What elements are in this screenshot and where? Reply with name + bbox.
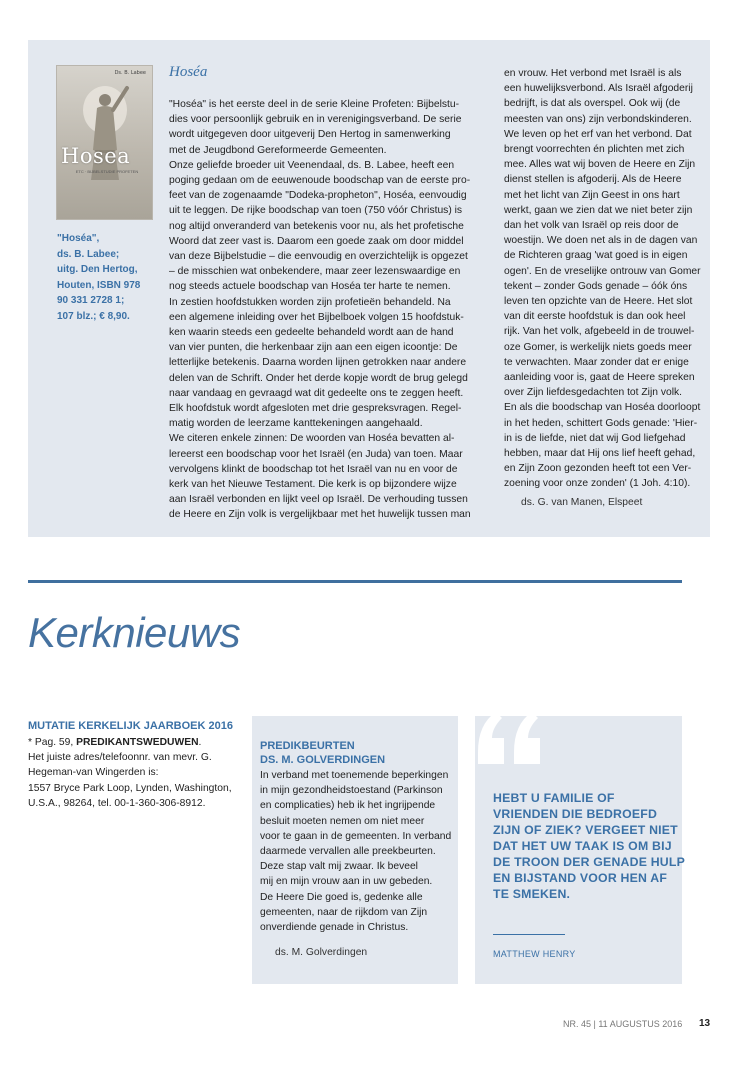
- preekbeurten-body: [260, 768, 451, 935]
- caption-line: "Hoséa",: [57, 233, 100, 244]
- text-line: besluit moeten nemen om niet meer: [260, 815, 425, 827]
- text-line: gemeenten, naar de rijkdom van Zijn: [260, 906, 428, 918]
- text-line: Elk hoofdstuk wordt afgesloten met drie gespreksvragen. Regel-: [169, 403, 462, 415]
- text-line: met de Jeugdbond Gereformeerde Gemeenten.: [169, 144, 387, 156]
- quote-line: DAT HET UW TAAK IS OM BIJ: [493, 839, 672, 853]
- text-line: brengt voorrechten én plichten met zich: [504, 144, 685, 156]
- review-title: Hoséa: [169, 64, 208, 80]
- text-line: leven ten opzichte van de Heere. Het slot: [504, 296, 693, 308]
- review-signature: ds. G. van Manen, Elspeet: [521, 497, 643, 508]
- text-line: te verwachten. Maar zonder dat er enige: [504, 356, 689, 368]
- book-cover-image: [57, 66, 152, 219]
- text-line: aanleiding voor is, gaat de Heere spreken: [504, 372, 695, 384]
- text-line: delen van de Schrift. Onder het derde kopje wordt de brug gelegd: [169, 372, 468, 384]
- quote-line: HEBT U FAMILIE OF: [493, 791, 615, 805]
- text-line: 1557 Bryce Park Loop, Lynden, Washington,: [28, 782, 232, 794]
- text-line: nog altijd onveranderd van betekenis voor nu, als het profetische: [169, 220, 464, 232]
- text-line: We citeren enkele zinnen: De woorden van Hoséa bevatten al-: [169, 433, 455, 445]
- text-line: rijk. Van het volk, afgebeeld in de trouwel-: [504, 326, 695, 338]
- text-line: een huwelijksverbond. Als Israël afgoderij: [504, 83, 693, 95]
- text-line: dies voor persoonlijk gebruik en in verenigingsverband. De serie: [169, 114, 462, 126]
- book-cover-author: Ds. B. Labee: [114, 70, 146, 76]
- text-line: woestijn. We doen net als in de dagen van: [504, 235, 698, 247]
- text-line: de Richteren graag 'wat goed is in eigen: [504, 250, 688, 262]
- text-line: voor te gaan in de gemeenten. In verband: [260, 830, 452, 842]
- text-line: U.S.A., 98264, tel. 00-1-360-306-8912.: [28, 797, 206, 809]
- text-line: oze Gomer, is werkelijk niets goeds meer: [504, 341, 692, 353]
- text-line: kerk van het Nieuwe Testament. Die kerk is op bijzondere wijze: [169, 479, 457, 491]
- text-line: van deze Bijbelstudie – die eenvoudig en overzichtelijk is opgezet: [169, 251, 468, 263]
- text-line: werkt, gaan we zien dat we niet beter zijn: [504, 204, 693, 216]
- text-line: uit te leggen. De rijke boodschap van toen (750 vóór Christus) is: [169, 205, 463, 217]
- text-line: En als die boodschap van Hoséa doorloopt: [504, 402, 701, 414]
- text-line: We leven op het erf van het verbond. Dat: [504, 128, 692, 140]
- text-line: mij en mijn vrouw aan in uw gebeden.: [260, 876, 433, 888]
- preekbeurten-signature: ds. M. Golverdingen: [275, 947, 368, 958]
- quote-line: VRIENDEN DIE BEDROEFD: [493, 807, 658, 821]
- text-line: dan het volk van Israël op reis door de: [504, 220, 679, 232]
- text-line: in het heden, schittert Gods genade: 'Hier-: [504, 417, 698, 429]
- caption-line: ds. B. Labee;: [57, 248, 120, 260]
- caption-line: Houten, ISBN 978: [57, 279, 141, 291]
- mutatie-punct: .: [198, 737, 202, 748]
- text-line: In verband met toenemende beperkingen: [260, 770, 449, 781]
- preekbeurten-heading: [260, 739, 385, 767]
- quote-line: TE SMEKEN.: [493, 887, 571, 901]
- book-caption: [57, 231, 157, 324]
- text-line: vervolgens klinkt de boodschap tot het Israël van nu en voor de: [169, 463, 458, 475]
- text-line: dienst stellen is afgoderij. Als de Heere: [504, 174, 682, 186]
- mutatie-line-1: [28, 735, 243, 750]
- text-line: hebben, maar dat Hij ons lief heeft gehad,: [504, 448, 696, 460]
- text-line: en Zijn Zoon gezonden heeft tot een Ver-: [504, 463, 692, 475]
- mutatie-notice: [28, 720, 243, 811]
- text-line: De Heere Die goed is, gedenke alle: [260, 891, 423, 903]
- quote-line: EN BIJSTAND VOOR HEN AF: [493, 871, 668, 885]
- issue-info: NR. 45 | 11 AUGUSTUS 2016: [563, 1019, 683, 1029]
- text-line: lereerst een boodschap voor het Israël (en Juda) van toen. Maar: [169, 448, 463, 460]
- text-line: matig worden de leerzame kanttekeningen aangehaald.: [169, 418, 423, 430]
- text-line: ken waarin steeds een gedeelte behandeld wordt aan de hand: [169, 327, 454, 339]
- text-line: Onze geliefde broeder uit Veenendaal, ds. B. Labee, heeft een: [169, 159, 455, 171]
- text-line: meesten van ons) zijn verbondskinderen.: [504, 113, 692, 125]
- mutatie-heading: MUTATIE KERKELIJK JAARBOEK 2016: [28, 720, 233, 732]
- text-line: "Hoséa" is het eerste deel in de serie Kleine Profeten: Bijbelstu-: [169, 99, 460, 110]
- quote-line: ZIJN OF ZIEK? VERGEET NIET: [493, 823, 678, 837]
- text-line: ogen'. En de vreselijke ontrouw van Gomer: [504, 265, 701, 277]
- text-line: onverdiende genade in Christus.: [260, 922, 409, 934]
- text-line: naar vandaag en gevraagd wat dit gedeelte ons te zeggen heeft.: [169, 387, 464, 399]
- text-line: feet van de zogenaamde "Dodeka-propheton", Hoséa, eenvoudig: [169, 190, 467, 202]
- text-line: in mijn gezondheidstoestand (Parkinson: [260, 785, 443, 797]
- text-line: In zestien hoofdstukken worden zijn profetieën behandeld. Na: [169, 296, 451, 308]
- page-number: 13: [699, 1018, 711, 1029]
- text-line: poging gedaan om de eeuwenoude boodschap van de eerste pro-: [169, 175, 471, 187]
- text-line: met het licht van Zijn Geest in ons hart: [504, 189, 680, 201]
- text-line: Hegeman-van Wingerden is:: [28, 767, 159, 779]
- caption-line: uitg. Den Hertog,: [57, 264, 138, 275]
- text-line: en complicaties) heb ik het ingrijpende: [260, 800, 436, 812]
- text-line: nog steeds actuele boodschap van Hoséa ter harte te nemen.: [169, 281, 451, 293]
- text-line: Het juiste adres/telefoonnr. van mevr. G.: [28, 752, 212, 764]
- text-line: tekent – zonder Gods genade – óók óns: [504, 280, 688, 292]
- text-line: over Zijn liefdesgedachten tot Zijn volk.: [504, 387, 682, 399]
- book-cover-subtitle: ETC · BIJBELSTUDIE PROFETEN: [75, 169, 139, 174]
- text-line: in is de liefde, niet dat wij God liefgehad: [504, 432, 686, 444]
- text-line: letterlijke betekenis. Daarna worden lijnen getrokken naar andere: [169, 357, 467, 369]
- heading-line: PREDIKBEURTEN: [260, 740, 355, 752]
- text-line: de Heere en Zijn volk is vergelijkbaar met het huwelijk tussen man: [169, 509, 471, 521]
- text-line: en vrouw. Het verbond met Israël is als: [504, 68, 682, 79]
- text-line: aan Israël verbonden en lijkt veel op Israël. De verhouding tussen: [169, 494, 468, 506]
- text-line: zoening voor onze zonden' (1 Joh. 4:10).: [504, 478, 691, 490]
- section-title: Kerknieuws: [28, 609, 241, 656]
- book-cover-title: Hosea: [61, 144, 131, 168]
- section-divider: [28, 580, 682, 583]
- quote-divider: [493, 934, 565, 935]
- text-line: van dit eerste hoofdstuk is dan ook heel: [504, 311, 686, 323]
- text-line: Woord dat zeer vast is. Daarom een goede zaak om door middel: [169, 235, 464, 247]
- text-line: Deze stap valt mij zwaar. Ik beveel: [260, 861, 418, 873]
- quote-text: [493, 790, 685, 902]
- text-line: – de misschien wat onbekendere, maar zeer lezenswaardige en: [169, 266, 461, 278]
- caption-line: 90 331 2728 1;: [57, 295, 125, 306]
- mutatie-lines: [28, 750, 243, 811]
- quote-mark-icon: [470, 694, 550, 774]
- mutatie-body: [28, 735, 243, 811]
- review-column-1: [169, 97, 471, 523]
- quote-author: MATTHEW HENRY: [493, 949, 576, 959]
- text-line: mee. Alles wat wij boven de Heere en Zijn: [504, 159, 696, 171]
- text-line: wordt uitgegeven door uitgeverij Den Hertog in samenwerking: [169, 129, 451, 141]
- quote-line: DE TROON DER GENADE HULP: [493, 855, 685, 869]
- mutatie-category: PREDIKANTSWEDUWEN: [76, 737, 199, 748]
- heading-line: DS. M. GOLVERDINGEN: [260, 754, 386, 766]
- caption-line: 107 blz.; € 8,90.: [57, 310, 130, 322]
- text-line: van vier punten, die herkenbaar zijn aan een eigen icoontje: De: [169, 342, 458, 354]
- text-line: een algemene inleiding over het Bijbelboek volgen 15 hoofdstuk-: [169, 311, 464, 323]
- text-line: daarmede vervallen alle preekbeurten.: [260, 846, 436, 858]
- text-line: bedrijft, is dat als overspel. Ook wij (de: [504, 98, 681, 110]
- review-column-2: [504, 66, 701, 492]
- mutatie-page-ref: * Pag. 59,: [28, 737, 77, 748]
